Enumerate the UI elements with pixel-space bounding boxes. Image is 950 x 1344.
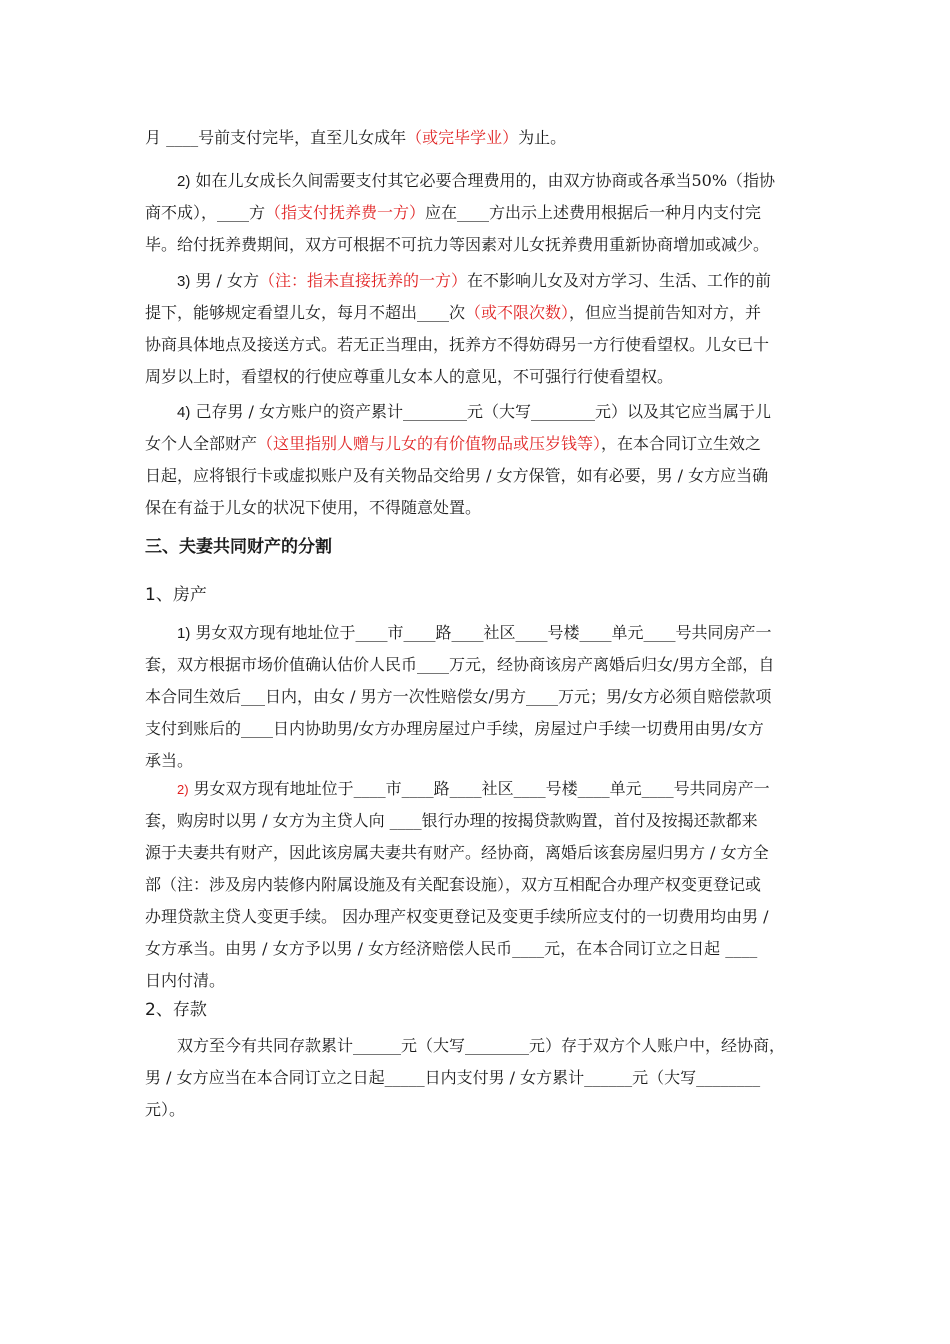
text-line: 协商具体地点及接送方式。若无正当理由，抚养方不得妨碍另一方行使看望权。儿女已十 bbox=[145, 335, 770, 354]
deposit-paragraph bbox=[145, 1030, 810, 1126]
text-line: 2) 男女双方现有地址位于____市____路____社区____号楼____单元____号共同房产一 bbox=[177, 779, 770, 798]
clause-4 bbox=[145, 396, 810, 524]
text-line: 2) 如在儿女成长久间需要支付其它必要合理费用的，由双方协商或各承当50%（指协 bbox=[177, 171, 776, 190]
text-line: 套，双方根据市场价值确认估价人民币____万元，经协商该房产离婚后归女/男方全部，自 bbox=[145, 655, 775, 674]
text-line: 3) 男 / 女方（注：指未直接抚养的一方）在不影响儿女及对方学习、生活、工作的前 bbox=[177, 271, 772, 290]
text-line: 双方至今有共同存款累计______元（大写________元）存于双方个人账户中，经协商， bbox=[177, 1036, 786, 1055]
clause-number: 3) bbox=[177, 273, 191, 290]
text-line: 4) 己存男 / 女方账户的资产累计________元（大写________元）以及其它应当属于儿 bbox=[177, 402, 772, 421]
text-line: 保在有益于儿女的状况下使用，不得随意处置。 bbox=[145, 498, 482, 517]
clause-number: 2) bbox=[177, 173, 191, 190]
note-red: （注：指未直接抚养的一方） bbox=[259, 271, 468, 290]
note-red: （指支付抚养费一方） bbox=[265, 203, 426, 222]
text-line: 女方承当。由男 / 女方予以男 / 女方经济赔偿人民币____元，在本合同订立之日起 ____ bbox=[145, 939, 758, 958]
house-clause-2 bbox=[145, 773, 810, 997]
text-line: 商不成），____方（指支付抚养费一方）应在____方出示上述费用根据后一种月内支付完 bbox=[145, 203, 762, 222]
text-line: 元）。 bbox=[145, 1100, 186, 1119]
paragraph-continuation bbox=[145, 122, 810, 154]
note-red: （或完毕学业） bbox=[406, 128, 519, 147]
text-line: 日起，应将银行卡或虚拟账户及有关物品交给男 / 女方保管，如有必要，男 / 女方应当确 bbox=[145, 466, 769, 485]
text-line: 套，购房时以男 / 女方为主贷人向 ____银行办理的按揭贷款购置，首付及按揭还款都来 bbox=[145, 811, 758, 830]
clause-number: 2) bbox=[177, 782, 189, 797]
text-line: 本合同生效后___日内，由女 / 男方一次性赔偿女/男方____万元；男/女方必须自赔偿款项 bbox=[145, 687, 772, 706]
text-line: 支付到账后的____日内协助男/女方办理房屋过户手续，房屋过户手续一切费用由男/女方 bbox=[145, 719, 764, 738]
text-line: 1) 男女双方现有地址位于____市____路____社区____号楼____单元____号共同房产一 bbox=[177, 623, 772, 642]
text-line: 毕。给付抚养费期间，双方可根据不可抗力等因素对儿女抚养费用重新协商增加或减少。 bbox=[145, 235, 770, 254]
text-line: 周岁以上时，看望权的行使应尊重儿女本人的意见，不可强行行使看望权。 bbox=[145, 367, 674, 386]
clause-3 bbox=[145, 265, 810, 393]
text-line: 月 ____号前支付完毕，直至儿女成年（或完毕学业）为止。 bbox=[145, 128, 567, 147]
text-line: 男 / 女方应当在本合同订立之日起_____日内支付男 / 女方累计______元（大写________ bbox=[145, 1068, 761, 1087]
text-line: 部（注：涉及房内装修内附属设施及有关配套设施），双方互相配合办理产权变更登记或 bbox=[145, 875, 762, 894]
text-line: 承当。 bbox=[145, 751, 194, 770]
subsection-heading-house: 1、房产 bbox=[145, 585, 207, 605]
section-heading: 三、夫妻共同财产的分割 bbox=[145, 537, 332, 557]
note-red: （或不限次数） bbox=[465, 303, 570, 322]
clause-number: 1) bbox=[177, 625, 191, 642]
text-line: 办理贷款主贷人变更手续。 因办理产权变更登记及变更手续所应支付的一切费用均由男 / bbox=[145, 907, 769, 926]
clause-2 bbox=[145, 165, 810, 261]
subsection-heading-deposit: 2、存款 bbox=[145, 1000, 207, 1020]
text-line: 提下，能够规定看望儿女，每月不超出____次（或不限次数），但应当提前告知对方，并 bbox=[145, 303, 762, 322]
note-red: （这里指别人赠与儿女的有价值物品或压岁钱等） bbox=[257, 434, 602, 453]
house-clause-1 bbox=[145, 617, 810, 777]
text-line: 日内付清。 bbox=[145, 971, 226, 990]
clause-number: 4) bbox=[177, 404, 191, 421]
text-line: 女个人全部财产（这里指别人赠与儿女的有价值物品或压岁钱等），在本合同订立生效之 bbox=[145, 434, 762, 453]
text-line: 源于夫妻共有财产，因此该房属夫妻共有财产。经协商，离婚后该套房屋归男方 / 女方全 bbox=[145, 843, 769, 862]
